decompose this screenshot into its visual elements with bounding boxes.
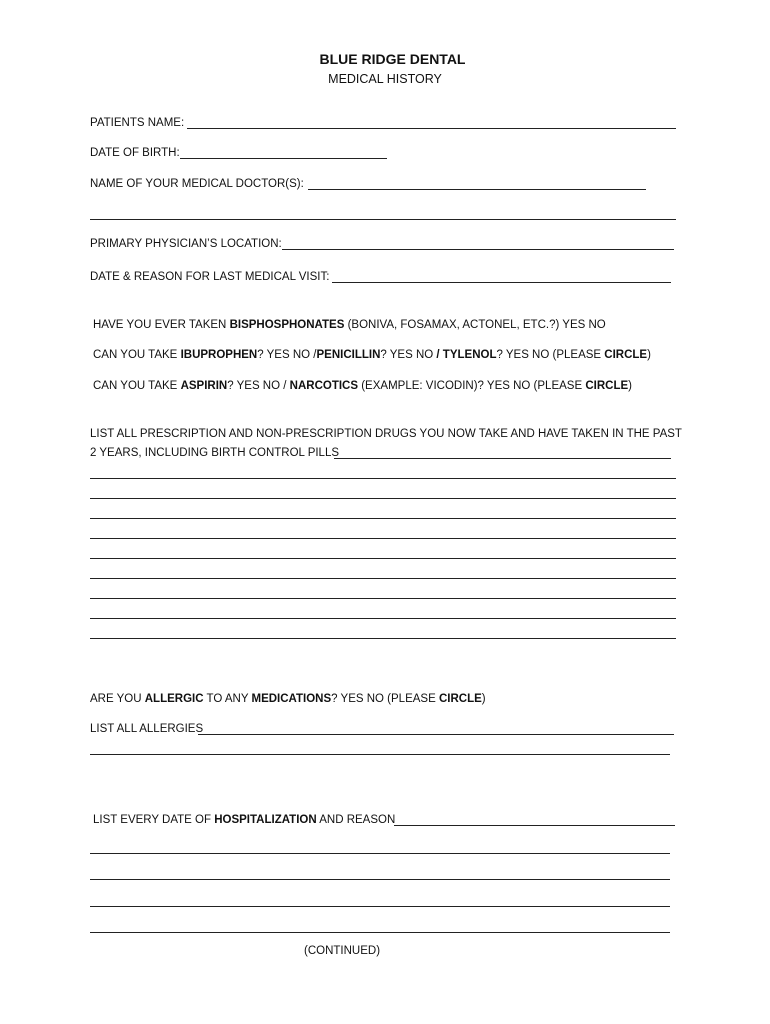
physician-location-label: PRIMARY PHYSICIAN’S LOCATION: xyxy=(90,238,282,250)
aspirin-question: CAN YOU TAKE ASPIRIN? YES NO / NARCOTICS (EXAMPLE: VICODIN)? YES NO (PLEASE CIRCLE) xyxy=(93,380,632,392)
drugs-line[interactable] xyxy=(90,618,676,619)
physician-location-field[interactable] xyxy=(282,249,674,250)
allergic-question: ARE YOU ALLERGIC TO ANY MEDICATIONS? YES NO (PLEASE CIRCLE) xyxy=(90,693,486,705)
drugs-line[interactable] xyxy=(90,498,676,499)
dob-label: DATE OF BIRTH: xyxy=(90,147,180,159)
ibuprophen-question: CAN YOU TAKE IBUPROPHEN? YES NO /PENICILLIN? YES NO / TYLENOL? YES NO (PLEASE CIRCLE) xyxy=(93,349,651,361)
form-title: BLUE RIDGE DENTAL xyxy=(319,51,466,67)
patient-name-field[interactable] xyxy=(187,128,676,129)
bisphosphonates-question: HAVE YOU EVER TAKEN BISPHOSPHONATES (BONIVA, FOSAMAX, ACTONEL, ETC.?) YES NO xyxy=(93,319,606,331)
drugs-list-field[interactable] xyxy=(334,458,671,459)
allergies-field[interactable] xyxy=(198,734,674,735)
doctors-field[interactable] xyxy=(308,189,646,190)
drugs-line[interactable] xyxy=(90,578,676,579)
hospitalization-line[interactable] xyxy=(90,932,670,933)
hospitalization-line[interactable] xyxy=(90,906,670,907)
patient-name-label: PATIENTS NAME: xyxy=(90,117,185,129)
last-visit-field[interactable] xyxy=(332,282,671,283)
allergies-line[interactable] xyxy=(90,754,670,755)
doctors-label: NAME OF YOUR MEDICAL DOCTOR(S): xyxy=(90,178,304,190)
last-visit-label: DATE & REASON FOR LAST MEDICAL VISIT: xyxy=(90,271,330,283)
drugs-line[interactable] xyxy=(90,558,676,559)
drugs-line[interactable] xyxy=(90,598,676,599)
hospitalization-field[interactable] xyxy=(394,825,675,826)
doctors-field-line2[interactable] xyxy=(90,219,676,220)
hospitalization-label: LIST EVERY DATE OF HOSPITALIZATION AND REASON xyxy=(93,814,396,826)
hospitalization-line[interactable] xyxy=(90,853,670,854)
allergies-label: LIST ALL ALLERGIES xyxy=(90,723,204,735)
drugs-list-label-line1: LIST ALL PRESCRIPTION AND NON-PRESCRIPTION DRUGS YOU NOW TAKE AND HAVE TAKEN IN THE PAST xyxy=(90,428,682,440)
drugs-list-label-line2: 2 YEARS, INCLUDING BIRTH CONTROL PILLS xyxy=(90,447,340,459)
hospitalization-line[interactable] xyxy=(90,879,670,880)
form-subtitle: MEDICAL HISTORY xyxy=(328,72,442,86)
drugs-line[interactable] xyxy=(90,538,676,539)
dob-field[interactable] xyxy=(180,158,387,159)
drugs-line[interactable] xyxy=(90,638,676,639)
drugs-line[interactable] xyxy=(90,478,676,479)
continued-note: (CONTINUED) xyxy=(304,945,381,957)
drugs-line[interactable] xyxy=(90,518,676,519)
